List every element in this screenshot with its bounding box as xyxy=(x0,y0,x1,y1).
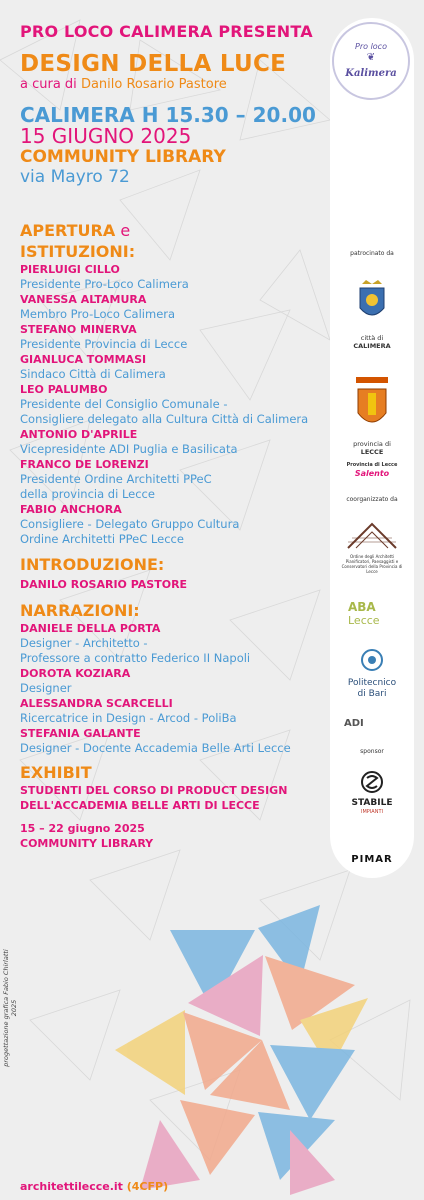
person-name: GIANLUCA TOMMASI xyxy=(20,353,147,366)
person-role: Presidente Pro-Loco Calimera xyxy=(20,277,189,291)
main-content xyxy=(20,22,330,851)
person-name: DANIELE DELLA PORTA xyxy=(20,622,161,635)
narrazioni-title: NARRAZIONI: xyxy=(20,601,140,620)
presenta-line: PRO LOCO CALIMERA PRESENTA xyxy=(20,22,313,41)
pimar-logo: PIMAR xyxy=(351,854,393,865)
person-name: FABIO ANCHORA xyxy=(20,503,122,516)
person-role: della provincia di Lecce xyxy=(20,487,155,501)
person-role: Presidente del Consiglio Comunale - xyxy=(20,397,228,411)
apertura-title xyxy=(20,220,330,241)
exhibit-place: COMMUNITY LIBRARY xyxy=(20,837,154,850)
graphic-credit: progettazione grafica Fabio Chirlatti 2025 xyxy=(2,949,18,1067)
person-role: Vicepresidente ADI Puglia e Basilicata xyxy=(20,442,238,456)
apertura-list xyxy=(20,262,330,547)
stabile-sub: IMPIANTI xyxy=(361,809,383,815)
introduzione-title: INTRODUZIONE: xyxy=(20,555,165,574)
provincia-label: provincia di xyxy=(353,440,391,448)
proloco-logo xyxy=(332,22,410,100)
citta-name: CALIMERA xyxy=(353,342,391,350)
person-role: Consigliere delegato alla Cultura Città di Calimera xyxy=(20,412,309,426)
ordine-architetti-logo-icon xyxy=(346,520,398,550)
curator-name: Danilo Rosario Pastore xyxy=(80,77,227,92)
curator-line xyxy=(20,77,330,93)
person-name: VANESSA ALTAMURA xyxy=(20,293,147,306)
exhibit-title: EXHIBIT xyxy=(20,763,92,782)
ordine-text: Ordine degli Architetti Pianificatori, Paesaggisti e Conservatori della Provincia di Lecce xyxy=(341,554,403,574)
sponsor-sidebar xyxy=(330,18,414,878)
person-name: FRANCO DE LORENZI xyxy=(20,458,149,471)
person-role: Presidente Ordine Architetti PPeC xyxy=(20,472,212,486)
person-name: LEO PALUMBO xyxy=(20,383,108,396)
curator-prefix: a cura di xyxy=(20,77,81,92)
person-name: PIERLUIGI CILLO xyxy=(20,263,120,276)
exhibit-section xyxy=(20,762,330,851)
introduzione-section xyxy=(20,554,330,592)
patrocinato-label: patrocinato da xyxy=(350,250,394,257)
narrazioni-list xyxy=(20,621,330,756)
person-name: STEFANIA GALANTE xyxy=(20,727,141,740)
footer-site-link[interactable]: architettilecce.it xyxy=(20,1180,123,1193)
person-role: Professore a contratto Federico II Napoli xyxy=(20,651,251,665)
person-role: Designer xyxy=(20,681,72,695)
apertura-title-b: ISTITUZIONI: xyxy=(20,242,136,261)
introduzione-name: DANILO ROSARIO PASTORE xyxy=(20,578,188,591)
person-name: DOROTA KOZIARA xyxy=(20,667,131,680)
person-role: Presidente Provincia di Lecce xyxy=(20,337,188,351)
person-role: Designer - Docente Accademia Belle Arti Lecce xyxy=(20,741,291,755)
provincia-name: LECCE xyxy=(360,448,384,456)
calimera-crest-icon xyxy=(352,280,392,326)
apertura-section xyxy=(20,220,330,547)
aba-logo-top: ABA xyxy=(348,600,376,614)
politecnico-b: di Bari xyxy=(357,689,387,699)
coorganizzato-label: coorganizzato da xyxy=(346,496,398,503)
stabile-name: STABILE xyxy=(351,798,393,808)
footer xyxy=(20,1180,168,1193)
lecce-crest-icon xyxy=(350,373,394,435)
person-role: Ricercatrice in Design - Arcod - PoliBa xyxy=(20,711,237,725)
person-role: Designer - Architetto - xyxy=(20,636,148,650)
sponsor-label: sponsor xyxy=(360,748,384,755)
event-title: DESIGN DELLA LUCE xyxy=(20,51,287,77)
event-date: 15 GIUGNO 2025 xyxy=(20,124,192,148)
person-role: Membro Pro-Loco Calimera xyxy=(20,307,176,321)
exhibit-dates: 15 – 22 giugno 2025 xyxy=(20,822,145,835)
apertura-title-a: APERTURA xyxy=(20,221,116,240)
person-name: ANTONIO D'APRILE xyxy=(20,428,138,441)
adi-logo: ADI xyxy=(344,718,364,729)
person-role: Ordine Architetti PPeC Lecce xyxy=(20,532,184,546)
person-role: Consigliere - Delegato Gruppo Cultura xyxy=(20,517,240,531)
citta-label: città di xyxy=(360,334,384,342)
leaf-icon: ❦ xyxy=(366,52,376,63)
logo-bottom-text: Kalimera xyxy=(345,68,397,79)
politecnico-logo-icon xyxy=(360,648,384,672)
aba-logo-bottom: Lecce xyxy=(348,614,380,627)
narrazioni-section xyxy=(20,600,330,756)
person-name: ALESSANDRA SCARCELLI xyxy=(20,697,173,710)
logo-top-text: Pro loco xyxy=(355,42,387,51)
person-name: STEFANO MINERVA xyxy=(20,323,137,336)
politecnico-a: Politecnico xyxy=(347,678,397,688)
stabile-logo-icon xyxy=(360,770,384,794)
footer-cfp: (4CFP) xyxy=(122,1180,169,1193)
event-time: CALIMERA H 15.30 – 20.00 xyxy=(20,103,316,127)
exhibit-line-2: DELL'ACCADEMIA BELLE ARTI DI LECCE xyxy=(20,799,260,812)
provincia-sub: Provincia di Lecce xyxy=(346,462,398,468)
exhibit-line-1: STUDENTI DEL CORSO DI PRODUCT DESIGN xyxy=(20,784,288,797)
event-address: via Mayro 72 xyxy=(20,167,130,187)
event-place: COMMUNITY LIBRARY xyxy=(20,147,226,167)
salento-logo: Salento xyxy=(354,469,390,478)
apertura-title-e: e xyxy=(115,221,131,240)
person-role: Sindaco Città di Calimera xyxy=(20,367,166,381)
